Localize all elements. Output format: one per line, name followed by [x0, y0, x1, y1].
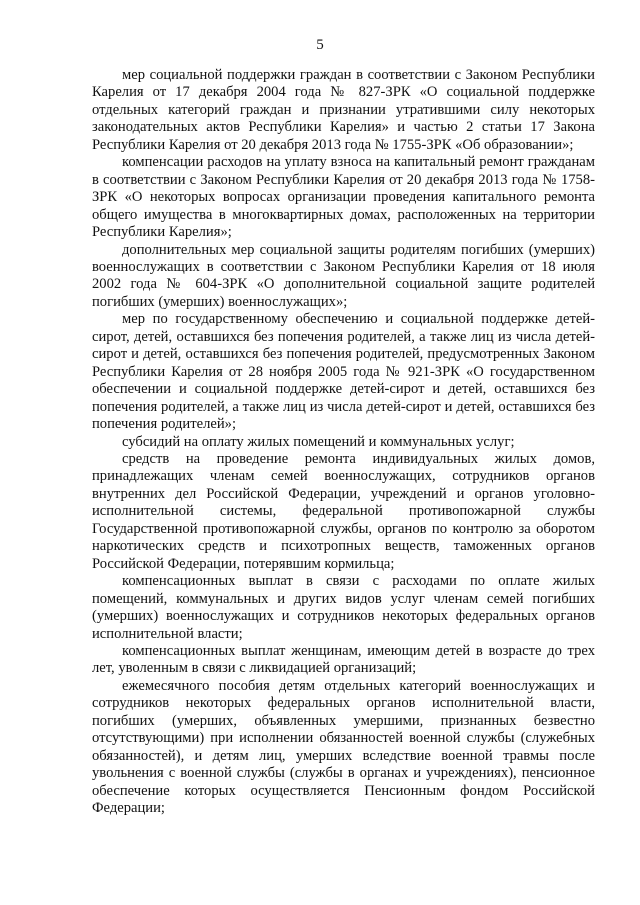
paragraph: ежемесячного пособия детям отдельных категорий военнослужащих и сотрудников некоторых федеральных органов исполнительной власти, погибших (умерших, объявленных умершими, признанных безвестно отсутствующими) при исполнении обязанностей военной службы (служебных обязанностей), и детям лиц, умерших вследствие военной травмы после увольнения с военной службы (службы в органах и учреждениях), пенсионное обеспечение которых осуществляется Пенсионным фондом Российской Федерации;: [92, 677, 595, 817]
paragraph: средств на проведение ремонта индивидуальных жилых домов, принадлежащих членам семей военнослужащих, сотрудников органов внутренних дел Российской Федерации, учреждений и органов уголовно-исполнительной системы, федеральной противопожарной службы Государственной противопожарной службы, органов по контролю за оборотом наркотических средств и психотропных веществ, таможенных органов Российской Федерации, потерявшим кормильца;: [92, 450, 595, 572]
paragraph: компенсационных выплат женщинам, имеющим детей в возрасте до трех лет, уволенным в связи с ликвидацией организаций;: [92, 642, 595, 677]
paragraph: мер социальной поддержки граждан в соответствии с Законом Республики Карелия от 17 декабря 2004 года № 827-ЗРК «О социальной поддержке отдельных категорий граждан и признании утратившими силу некоторых законодательных актов Республики Карелия» и частью 2 статьи 17 Закона Республики Карелия от 20 декабря 2013 года № 1755-ЗРК «Об образовании»;: [92, 67, 595, 153]
page-number: 5: [316, 37, 324, 53]
paragraph: мер по государственному обеспечению и социальной поддержке детей-сирот, детей, оставшихся без попечения родителей, а также лиц из числа детей-сирот и детей, оставшихся без попечения родителей, предусмотренных Законом Республики Карелия от 28 ноября 2005 года № 921-ЗРК «О государственном обеспечении и социальной поддержке детей-сирот и детей, оставшихся без попечения родителей, а также лиц из числа детей-сирот и детей, оставшихся без попечения родителей»;: [92, 311, 595, 433]
paragraph: компенсации расходов на уплату взноса на капитальный ремонт гражданам в соответствии с Законом Республики Карелия от 20 декабря 2013 года № 1758-ЗРК «О некоторых вопросах организации проведения капитального ремонта общего имущества в многоквартирных домах, расположенных на территории Республики Карелия»;: [92, 154, 595, 241]
paragraph: компенсационных выплат в связи с расходами по оплате жилых помещений, коммунальных и других видов услуг членам семей погибших (умерших) военнослужащих и сотрудников некоторых федеральных органов исполнительной власти;: [92, 573, 595, 642]
paragraph: дополнительных мер социальной защиты родителям погибших (умерших) военнослужащих в соответствии с Законом Республики Карелия от 18 июля 2002 года № 604-ЗРК «О дополнительной социальной защите родителей погибших (умерших) военнослужащих»;: [92, 241, 595, 310]
paragraph: субсидий на оплату жилых помещений и коммунальных услуг;: [122, 433, 515, 450]
document-body: [92, 67, 595, 817]
